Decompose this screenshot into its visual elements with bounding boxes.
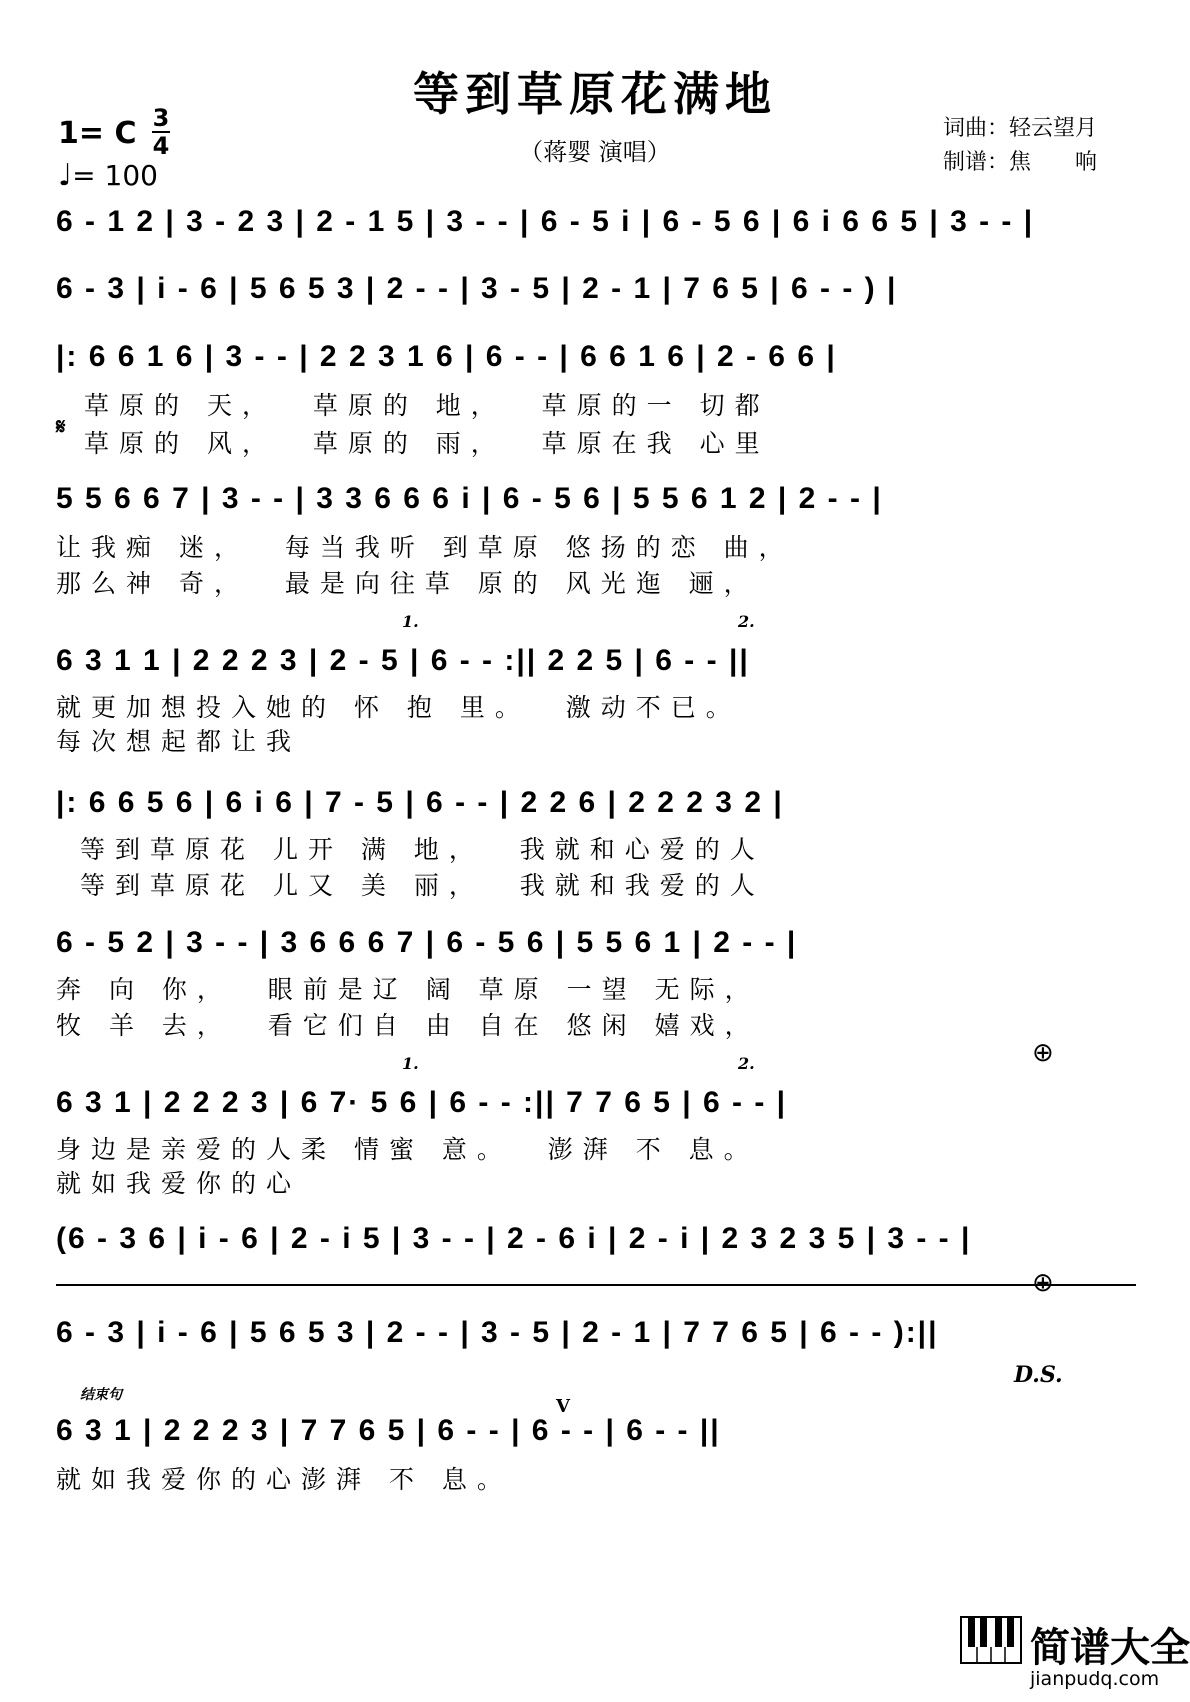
score-row-10: 6 - 3 | i - 6 | 5 6 5 3 | 2 - - | 3 - 5 | 2 - 1 | 7 7 6 5 | 6 - - ):|| [56,1316,939,1349]
piano-keys-icon [960,1616,1022,1664]
site-url: jianpudq.com [1030,1668,1160,1690]
credits [943,112,1097,180]
lyric-row-3a: 草原的 天， 草原的 地， 草原的一 切都 [84,391,770,420]
ds-mark: D.S. [1014,1362,1063,1388]
lyric-row-8b: 就如我爱你的心 [56,1169,302,1198]
score-row-1: 6 - 1 2 | 3 - 2 3 | 2 - 1 5 | 3 - - | 6 - 5 i | 6 - 5 6 | 6 i 6 6 5 | 3 - - | [56,205,1035,238]
credit-lyrics: 词曲：轻云望月 [943,116,1098,141]
lyric-row-7a: 奔 向 你， 眼前是辽 阔 草原 一望 无际， [56,975,760,1004]
score-row-5: 6 3 1 1 | 2 2 2 3 | 2 - 5 | 6 - - :|| 2 2 5 | 6 - - || [56,644,750,677]
score-row-3: |: 6 6 1 6 | 3 - - | 2 2 3 1 6 | 6 - - | 6 6 1 6 | 2 - 6 6 | [56,340,837,373]
score-row-2: 6 - 3 | i - 6 | 5 6 5 3 | 2 - - | 3 - 5 | 2 - 1 | 7 6 5 | 6 - - ) | [56,272,898,305]
lyric-row-4b: 那么神 奇， 最是向往草 原的 风光迤 逦， [56,569,759,598]
score-row-4: 5 5 6 6 7 | 3 - - | 3 3 6 6 6 i | 6 - 5 6 | 5 5 6 1 2 | 2 - - | [56,482,883,515]
score-row-6: |: 6 6 5 6 | 6 i 6 | 7 - 5 | 6 - - | 2 2 6 | 2 2 2 3 2 | [56,786,784,819]
key-signature: 1= C [58,116,137,151]
volta-2-label-b: 2. [738,1054,755,1073]
volta-2-label: 2. [738,612,755,631]
tempo-marking [58,158,158,193]
lyric-row-5a: 就更加想投入她的 怀 抱 里。 激动不已。 [56,693,741,722]
coda-icon-b: ⊕ [1032,1268,1054,1298]
song-title: 等到草原花满地 [413,67,777,121]
section-divider [56,1284,1136,1286]
score-row-9: (6 - 3 6 | i - 6 | 2 - i 5 | 3 - - | 2 - 6 i | 2 - i | 2 3 2 3 5 | 3 - - | [56,1222,972,1255]
score-row-7: 6 - 5 2 | 3 - - | 3 6 6 6 7 | 6 - 5 6 | 5 5 6 1 | 2 - - | [56,926,798,959]
lyric-row-8a: 身边是亲爱的人柔 情蜜 意。 澎湃 不 息。 [56,1135,759,1164]
credit-score: 制谱：焦 响 [943,150,1098,175]
lyric-row-7b: 牧 羊 去， 看它们自 由 自在 悠闲 嬉戏， [56,1011,760,1040]
ending-label: 结束句 [80,1387,122,1403]
score-row-8: 6 3 1 | 2 2 2 3 | 6 7· 5 6 | 6 - - :|| 7 7 6 5 | 6 - - | [56,1086,788,1119]
tempo-value: = 100 [72,159,158,192]
site-name: 简谱大全 [1030,1625,1190,1671]
lyric-row-4a: 让我痴 迷， 每当我听 到草原 悠扬的恋 曲， [56,533,794,562]
time-signature [152,106,170,158]
score-row-11: 6 3 1 | 2 2 2 3 | 7 7 6 5 | 6 - - | 6 - - | 6 - - || [56,1414,721,1447]
singer-note: （蒋婴 演唱） [519,138,671,166]
lyric-row-6b: 等到草原花 儿又 美 丽， 我就和我爱的人 [80,871,765,900]
lyric-row-6a: 等到草原花 儿开 满 地， 我就和心爱的人 [80,835,765,864]
segno-icon: 𝄋 [56,414,66,440]
lyric-row-11: 就如我爱你的心澎湃 不 息。 [56,1465,512,1494]
breath-mark: V [556,1396,570,1417]
lyric-row-5b: 每次想起都让我 [56,727,302,756]
volta-1-label-b: 1. [402,1054,419,1073]
quarter-note-icon: ♩ [58,158,73,193]
meter-bottom: 4 [152,132,170,160]
coda-icon: ⊕ [1032,1038,1054,1068]
meter-top: 3 [152,104,170,132]
volta-1-label: 1. [402,612,419,631]
lyric-row-3b: 草原的 风， 草原的 雨， 草原在我 心里 [84,429,770,458]
